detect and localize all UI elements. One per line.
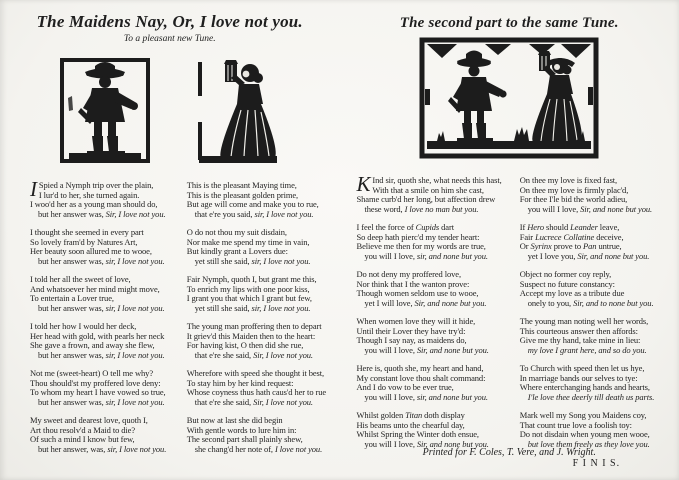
verse-line: To whom my heart I have vowed so true, (30, 387, 166, 397)
stanza (187, 228, 334, 266)
verse-line: Here is, quoth she, my heart and hand, (356, 363, 484, 373)
verse-line: But kindly grant a Lovers due: (186, 246, 288, 256)
stanza (187, 416, 334, 454)
verse-column-stanzas (520, 176, 673, 449)
verse-line: If Hero should Leander leave, (519, 222, 620, 232)
verse-line: I lur'd to her, she turned again. (38, 189, 140, 200)
verse-line: K Ind sir, quoth she, what needs this hast, (356, 172, 502, 196)
verse-line: Wherefore with speed she thought it best, (186, 368, 325, 378)
verse-line: So lovely fram'd by Natures Art, (30, 236, 138, 247)
verse-line: Accept my love as a tribute due (519, 288, 625, 298)
stanza (30, 322, 177, 360)
stanza (30, 177, 177, 219)
verse-line: Her beauty soon allured me to wooe, (30, 246, 152, 256)
verse-line: On thee my love is fixed fast, (519, 175, 618, 185)
stanza (187, 275, 334, 313)
stanza (520, 223, 673, 261)
part-one-columns (0, 177, 340, 463)
verse-line: With that a smile on him she cast, (372, 184, 484, 195)
woodcut-row (340, 37, 679, 163)
stanza (520, 176, 673, 214)
verse-line: Her head with gold, with pearls her neck (30, 330, 165, 341)
verse-line: I told her how I would her deck, (30, 321, 137, 331)
verse-line: Until their Lover they have try'd: (356, 325, 466, 336)
verse-line: Though I say nay, as maidens do, (356, 335, 467, 345)
verse-line: but her answer was, sir, I love not you. (38, 255, 165, 266)
verse-line: but her answer was, sir, I love not you. (38, 302, 165, 313)
verse-line: Art thou resolv'd a Maid to die? (30, 424, 136, 435)
stanza (520, 364, 673, 402)
verse-line: Of such a mind I know but few, (30, 434, 135, 444)
verse-line: you will I love, Sir, and none but you. (527, 203, 653, 214)
verse-line: you will I love, sir, and none but you. (364, 250, 488, 261)
verse-line: Or Syrinx prove to Pan untrue, (519, 241, 622, 251)
stanza (30, 416, 177, 454)
verse-line: With gentle words to lure him in: (186, 424, 297, 435)
verse-line: The young man noting well her words, (519, 316, 649, 326)
verse-line: yet I will love, Sir, and none but you. (364, 297, 487, 308)
verse-line: Nor make me spend my time in vain, (186, 236, 310, 247)
part-two-page (340, 0, 679, 480)
verse-line: I feel the force of Cupids dart (356, 222, 454, 232)
tune-instruction: To a pleasant new Tune. (123, 34, 216, 44)
stanza (356, 172, 510, 214)
verse-line: For having kist, O then did she rue, (186, 340, 304, 350)
verse-column (30, 177, 177, 463)
stanza (357, 364, 510, 402)
verse-line: my love I grant here, and so do you. (527, 344, 647, 355)
part-two-title: The second part to the same Tune. (399, 15, 619, 31)
verse-line: but love them freely as they love you. (527, 438, 650, 449)
verse-line: To stay him by her kind request: (186, 377, 294, 388)
stanza (357, 411, 510, 449)
stanza (357, 223, 510, 261)
verse-line: And I do vow to be ever true, (356, 382, 454, 392)
woodcut-woman-with-fan-icon (195, 58, 281, 166)
verse-line: I told her all the sweet of love, (30, 274, 131, 284)
verse-line: My sweet and dearest love, quoth I, (30, 415, 148, 425)
verse-line: but her answer was, sir, I love not you. (38, 349, 165, 360)
verse-line: I grant you that which I grant but few, (186, 293, 312, 303)
verse-line: Fair Nymph, quoth I, but grant me this, (186, 274, 317, 284)
woodcut-couple-icon (419, 37, 599, 161)
stanza (187, 181, 334, 219)
verse-line: Nor think that I the wanton prove: (356, 278, 470, 289)
verse-line: Where enterchanging hands and hearts, (519, 382, 650, 392)
stanza (520, 317, 673, 355)
verse-line: But age will come and make you to rue, (186, 199, 319, 209)
woodcut-row (0, 58, 340, 168)
verse-line: I'le love thee deerly till death us parts. (527, 391, 655, 402)
verse-line: His beams unto the chearful day, (356, 419, 465, 430)
verse-line: yet still she said, sir, I love not you. (194, 302, 311, 313)
verse-line: Give me thy hand, take mine in lieu: (519, 335, 641, 345)
verse-line: that e're you said, sir, I love not you. (194, 208, 314, 219)
verse-line: you will I love, Sir, and none but you. (364, 344, 489, 355)
verse-line: that e're she said, Sir, I love not you. (194, 349, 313, 360)
stanza (520, 411, 673, 449)
verse-line: When women love they will it hide, (356, 316, 476, 326)
verse-line: Though women seldom use to wooe, (356, 288, 479, 298)
verse-line: Fair Lucrece Collatine deceive, (519, 231, 624, 242)
verse-line: For thee I'le bid the world adieu, (519, 194, 628, 204)
woodcut-man-with-hat-icon (59, 58, 151, 166)
verse-line: My constant love thou shalt command: (356, 372, 486, 383)
verse-line: that e're she said, Sir, I love not you. (194, 396, 313, 407)
verse-line: The second part shall plainly shew, (186, 434, 303, 444)
verse-line: Whose coyness thus hath caus'd her to rue (186, 387, 327, 397)
verse-line: you will I love, Sir, and none but you. (364, 438, 489, 449)
verse-line: This is the pleasant Maying time, (186, 180, 297, 190)
stanza (357, 317, 510, 355)
stanza (520, 270, 673, 308)
finis-line: F I N I S. (572, 458, 621, 469)
verse-line: To Church with speed then let us hye, (519, 363, 645, 373)
verse-line: I woo'd her as a young man should do, (30, 199, 158, 209)
verse-line: This is the pleasant golden prime, (186, 189, 299, 200)
verse-line: To entertain a Lover true, (30, 293, 114, 303)
verse-line: It griev'd this Maiden then to the heart: (186, 330, 316, 341)
drop-cap: K (356, 172, 371, 196)
verse-line: Shame curb'd her long, but affection drew (356, 194, 496, 204)
verse-line: onely to you, Sir, and to none but you. (527, 297, 654, 308)
verse-line: yet I love you, Sir, and none but you. (527, 250, 650, 261)
verse-line: Do not deny my proffered love, (356, 269, 461, 279)
verse-line: but her answer was, sir, I love not you. (38, 396, 165, 407)
part-one-title: The Maidens Nay, Or, I love not you. (36, 12, 303, 31)
verse-line: yet still she said, sir, I love not you. (194, 255, 311, 266)
stanza (357, 270, 510, 308)
verse-line: So deep hath pierc'd my tender heart: (356, 231, 480, 242)
verse-line: these word, I love no man but you. (364, 203, 479, 214)
verse-line: That count true love a foolish toy: (519, 419, 632, 430)
verse-line: In marriage bands our selves to tye: (519, 372, 638, 383)
verse-line: Not me (sweet-heart) O tell me why? (30, 368, 154, 378)
verse-line: O do not thou my suit disdain, (186, 227, 287, 237)
verse-line: And whatsoever her mind might move, (30, 283, 160, 294)
verse-line: Do not disdain when young men wooe, (519, 429, 650, 439)
drop-cap: I (30, 177, 37, 201)
stanza (187, 322, 334, 360)
verse-column (356, 172, 510, 469)
stanza (187, 369, 334, 407)
verse-column (187, 181, 334, 463)
verse-column (520, 176, 673, 469)
verse-line: But now at last she did begin (186, 415, 283, 425)
part-two-columns (340, 172, 679, 469)
verse-line: Mark well my Song you Maidens coy, (519, 410, 647, 420)
stanza (30, 369, 177, 407)
verse-line: Suspect no future constancy: (519, 278, 615, 289)
stanza (30, 275, 177, 313)
printer-imprint: Printed for F. Coles, T. Vere, and J. Wright. (422, 447, 596, 458)
verse-line: I Spied a Nymph trip over the plain, (30, 177, 154, 201)
verse-line: Whilst golden Titan doth display (356, 410, 465, 420)
verse-line: I thought she seemed in every part (30, 227, 144, 237)
verse-line: To enrich my lips with one poor kiss, (186, 283, 310, 294)
verse-line: you will I love, sir, and none but you. (364, 391, 488, 402)
verse-line: she chang'd her note of, I love not you. (194, 443, 323, 454)
verse-line: The young man proffering then to depart (186, 321, 322, 331)
verse-line: Whilst Spring the Winter doth ensue, (356, 429, 479, 439)
verse-line: but her answer, was, sir, I love not you. (38, 443, 167, 454)
verse-line: Believe me then for my words are true, (356, 241, 486, 251)
verse-line: On thee my love is firmly plac'd, (519, 184, 629, 195)
verse-line: Object no former coy reply, (519, 269, 612, 279)
stanza (30, 228, 177, 266)
verse-line: She gave a frown, and away she flew, (30, 340, 155, 350)
verse-line: Thou should'st my proffered love deny: (30, 377, 161, 388)
verse-line: This courteous answer then affords: (519, 325, 638, 336)
verse-line: but her answer was, Sir, I love not you. (38, 208, 166, 219)
